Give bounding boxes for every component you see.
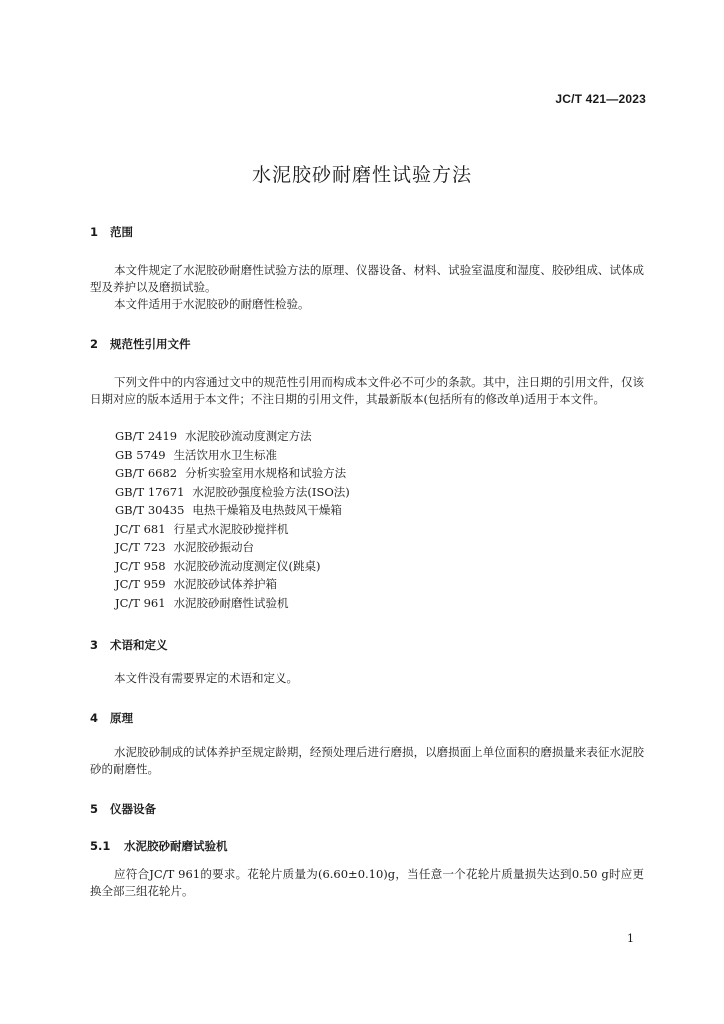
paragraph: 本文件适用于水泥胶砂的耐磨性检验。	[114, 297, 310, 311]
reference-title: 电热干燥箱及电热鼓风干燥箱	[192, 503, 342, 517]
reference-title: 水泥胶砂振动台	[173, 540, 255, 554]
section-number: 3	[90, 638, 99, 652]
list-item	[115, 501, 350, 520]
standard-code: JC/T 421—2023	[555, 92, 646, 106]
reference-title: 生活饮用水卫生标准	[173, 447, 278, 462]
reference-title: 水泥胶砂试体养护箱	[173, 577, 278, 591]
reference-code: JC/T 681	[115, 521, 166, 536]
list-item	[115, 483, 350, 502]
list-item	[115, 557, 350, 576]
section-heading-3	[90, 637, 168, 653]
reference-title: 水泥胶砂流动度测定仪(跳桌)	[173, 558, 321, 573]
paragraph: 应符合JC/T 961的要求。花轮片质量为(6.60±0.10)g，当任意一个花轮片质量损失达到0.50 g时应更换全部三组花轮片。	[90, 867, 644, 898]
list-item	[115, 538, 350, 557]
list-item	[115, 594, 350, 613]
reference-code: GB/T 2419	[115, 429, 178, 443]
page-number: 1	[627, 932, 634, 945]
paragraph: 本文件没有需要界定的术语和定义。	[114, 671, 298, 685]
reference-title: 分析实验室用水规格和试验方法	[185, 466, 347, 480]
reference-title: 水泥胶砂耐磨性试验机	[173, 595, 289, 610]
list-item	[115, 520, 350, 539]
section-title: 规范性引用文件	[110, 337, 191, 351]
reference-title: 水泥胶砂流动度测定方法	[185, 429, 312, 443]
section-title: 原理	[110, 711, 133, 725]
document-title: 水泥胶砂耐磨性试验方法	[251, 164, 472, 186]
section-heading-5	[90, 801, 156, 817]
reference-code: JC/T 723	[115, 540, 166, 554]
reference-code: GB 5749	[115, 447, 166, 462]
paragraph: 本文件规定了水泥胶砂耐磨性试验方法的原理、仪器设备、材料、试验室温度和湿度、胶砂组成、试体成型及养护以及磨损试验。	[90, 263, 644, 294]
list-item	[115, 446, 350, 465]
list-item	[115, 427, 350, 446]
reference-title: 水泥胶砂强度检验方法(ISO法)	[192, 484, 350, 499]
section-number: 1	[90, 225, 99, 239]
subsection-number: 5.1	[90, 839, 111, 853]
section-number: 5	[90, 802, 99, 816]
subsection-title: 水泥胶砂耐磨试验机	[124, 839, 228, 853]
section-title: 仪器设备	[110, 802, 156, 816]
reference-code: GB/T 6682	[115, 466, 178, 480]
section-heading-4	[90, 710, 133, 726]
subsection-heading-5-1	[90, 838, 228, 854]
section-heading-1	[90, 224, 133, 240]
list-item	[115, 575, 350, 594]
section-title: 术语和定义	[110, 638, 168, 652]
paragraph: 下列文件中的内容通过文中的规范性引用而构成本文件必不可少的条款。其中，注日期的引用文件，仅该日期对应的版本适用于本文件；不注日期的引用文件，其最新版本(包括所有的修改单)适用于本文件。	[90, 375, 644, 406]
reference-code: GB/T 30435	[115, 503, 185, 517]
reference-code: JC/T 958	[115, 558, 166, 573]
section-title: 范围	[110, 225, 133, 239]
reference-title: 行星式水泥胶砂搅拌机	[173, 521, 289, 536]
list-item	[115, 464, 350, 483]
normative-references-list	[115, 427, 350, 612]
reference-code: GB/T 17671	[115, 484, 185, 499]
section-number: 2	[90, 337, 99, 351]
paragraph: 水泥胶砂制成的试体养护至规定龄期，经预处理后进行磨损，以磨损面上单位面积的磨损量来表征水泥胶砂的耐磨性。	[90, 745, 644, 776]
reference-code: JC/T 959	[115, 577, 166, 591]
reference-code: JC/T 961	[115, 595, 166, 610]
section-number: 4	[90, 711, 99, 725]
section-heading-2	[90, 336, 191, 352]
